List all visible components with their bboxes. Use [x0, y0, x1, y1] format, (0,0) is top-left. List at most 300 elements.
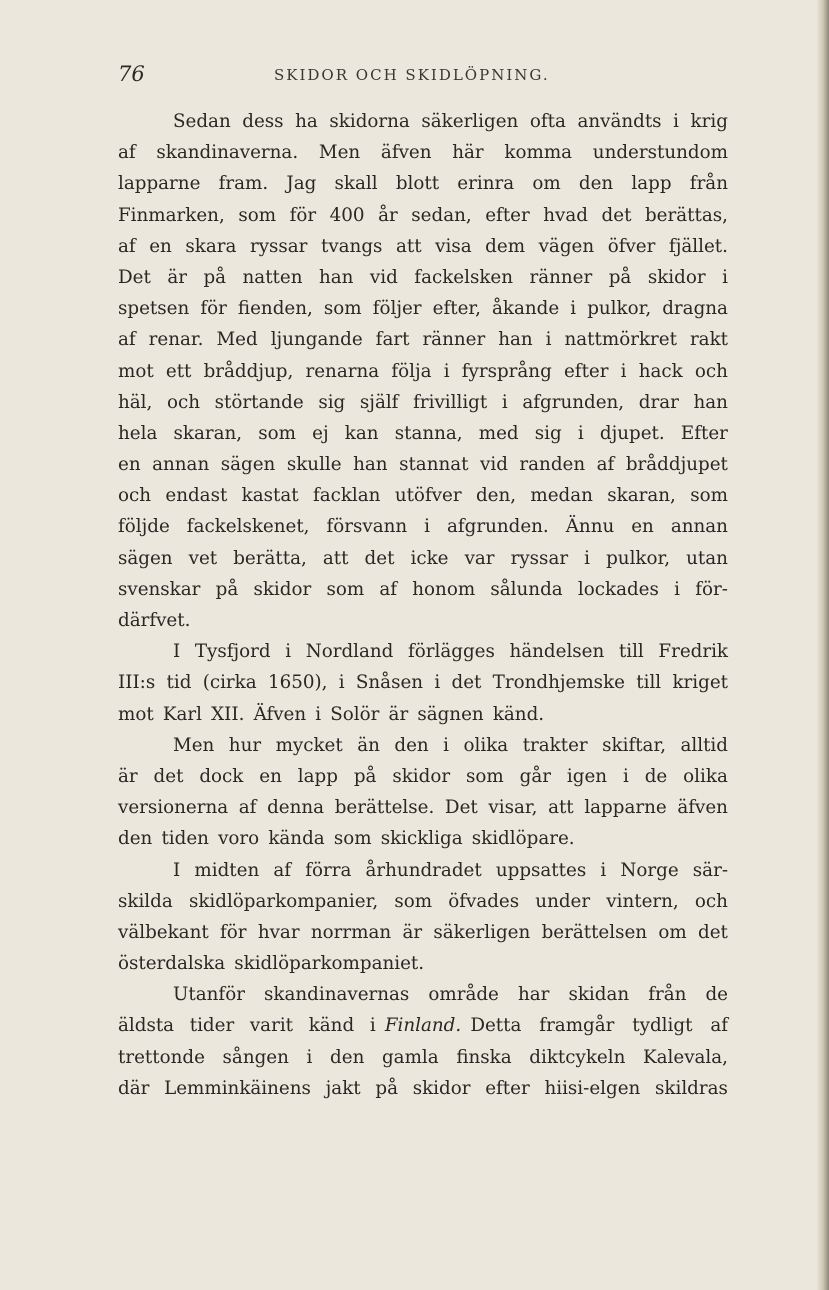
word: och: [166, 391, 201, 413]
word: han: [318, 266, 354, 288]
word: från: [648, 984, 687, 1006]
word: ryssar: [510, 547, 569, 569]
word: hvar: [257, 921, 300, 943]
word: Äfven: [253, 703, 307, 725]
word: i: [443, 360, 450, 382]
word: i: [501, 391, 508, 413]
word: midten: [194, 859, 260, 881]
word: den,: [475, 485, 517, 507]
word: visa: [435, 235, 472, 257]
word: tider: [189, 1015, 235, 1037]
word: bråddjupet: [625, 454, 728, 476]
word: som: [323, 298, 362, 320]
word: de: [705, 984, 728, 1006]
page-edge: [817, 0, 829, 1290]
word: renar.: [148, 329, 204, 351]
word: fjället.: [668, 235, 728, 257]
word: öfver: [607, 235, 656, 257]
text-line: [118, 418, 728, 449]
word: efter: [563, 360, 609, 382]
word: i: [673, 111, 679, 132]
word: själf: [359, 391, 399, 413]
text-line: [118, 200, 728, 231]
text-line: [118, 137, 728, 168]
text-line: [118, 574, 728, 605]
word: i: [620, 360, 627, 382]
word: den: [578, 173, 614, 195]
word: försvann: [326, 516, 408, 538]
word: tiden: [161, 828, 209, 850]
word: berättelse.: [334, 797, 435, 819]
word: nattmörkret: [564, 329, 677, 351]
word: dess: [242, 111, 284, 132]
word: denna: [267, 797, 325, 819]
word: skildras: [655, 1077, 728, 1099]
word: skidorna: [329, 111, 410, 132]
text-line: [118, 262, 728, 293]
word: fienden,: [237, 298, 313, 320]
word: ha: [295, 111, 318, 132]
text-line: [118, 823, 728, 854]
word: i: [545, 329, 552, 351]
word: till: [636, 672, 662, 694]
word: följer: [372, 298, 422, 320]
word: öfvades: [448, 890, 520, 912]
word: 400: [329, 204, 365, 226]
text-line: [118, 1010, 728, 1041]
word: lockades: [577, 578, 659, 600]
word: varit: [249, 1015, 294, 1037]
word: vet: [188, 547, 218, 569]
word: ränner: [422, 329, 486, 351]
word: skulle: [286, 454, 342, 476]
text-segment: [118, 1010, 376, 1041]
word: lapparne: [118, 173, 201, 195]
word: den: [394, 734, 429, 756]
word: han: [498, 329, 533, 351]
running-title: SKIDOR OCH SKIDLÖPNING.: [274, 66, 550, 84]
text-line: [118, 948, 728, 979]
word: mot: [118, 703, 154, 725]
word: skilda: [118, 890, 173, 912]
word: tid: [166, 672, 192, 694]
text-line: [118, 106, 728, 137]
word: Detta: [470, 1015, 522, 1037]
word: århundradet: [365, 859, 482, 881]
word: och: [694, 360, 728, 382]
word: sägen: [118, 547, 173, 569]
text-line: [118, 605, 728, 636]
emphasis-finland: Finland.: [384, 1015, 462, 1037]
word: vid: [480, 454, 508, 476]
word: här: [452, 142, 484, 164]
word: den: [118, 828, 153, 850]
word: i: [570, 298, 577, 320]
word: i: [584, 547, 591, 569]
text-line: [118, 667, 728, 698]
word: Utanför: [173, 984, 245, 1006]
word: händelsen: [509, 641, 605, 663]
word: lapp: [631, 173, 672, 195]
word: på: [215, 578, 239, 600]
word: framgår: [539, 1015, 615, 1037]
text-line: [118, 730, 728, 761]
word: randen: [519, 454, 586, 476]
word: skaran,: [607, 485, 676, 507]
word: Men: [318, 142, 361, 164]
word: är: [118, 765, 138, 787]
word: är: [388, 703, 409, 725]
word: norrman: [310, 921, 392, 943]
word: renarna: [305, 360, 380, 382]
word: Ännu: [565, 516, 615, 538]
word: Efter: [680, 422, 728, 444]
word: ränner: [529, 266, 593, 288]
text-line: [118, 387, 728, 418]
word: spetsen: [118, 298, 190, 320]
word: i: [674, 578, 680, 600]
word: afgrunden.: [446, 516, 549, 538]
word: den: [330, 1046, 365, 1068]
word: år: [378, 204, 398, 226]
text-line: [118, 543, 728, 574]
text-line: [118, 356, 728, 387]
word: och: [118, 485, 152, 507]
word: i: [369, 1015, 376, 1037]
word: diktcykeln: [529, 1046, 626, 1068]
word: ofta: [529, 111, 566, 132]
word: Fredrik: [658, 641, 728, 663]
word: skidor: [647, 266, 706, 288]
word: Norge: [620, 859, 679, 881]
word: af: [379, 578, 398, 600]
word: det: [601, 204, 632, 226]
word: berätta,: [233, 547, 307, 569]
word: skickliga: [380, 828, 463, 850]
word: lapparne: [584, 797, 667, 819]
word: trettonde: [118, 1046, 205, 1068]
word: medan: [530, 485, 593, 507]
word: det: [364, 547, 395, 569]
word: ej: [312, 422, 329, 444]
text-line: [118, 293, 728, 324]
word: svenskar: [118, 578, 201, 600]
word: att: [395, 235, 422, 257]
word: på: [608, 266, 632, 288]
word: häl,: [118, 391, 153, 413]
word: Med: [216, 329, 258, 351]
word: fackelskenet,: [186, 516, 310, 538]
word: vintern,: [606, 890, 679, 912]
word: säkerligen: [433, 921, 531, 943]
word: Solör: [330, 703, 380, 725]
text-line: [118, 792, 728, 823]
word: krig: [690, 111, 728, 132]
word: skidlöpare.: [471, 828, 575, 850]
word: trakter: [522, 734, 588, 756]
word: berättas,: [644, 204, 728, 226]
word: är: [167, 266, 187, 288]
word: afgrunden,: [522, 391, 625, 413]
word: Finmarken,: [118, 204, 225, 226]
word: sedan,: [411, 204, 472, 226]
word: Kalevala,: [642, 1046, 728, 1068]
word: I: [173, 859, 181, 881]
word: gamla: [381, 1046, 439, 1068]
word: i: [622, 765, 629, 787]
word: för: [220, 921, 247, 943]
word: af: [710, 1015, 728, 1037]
word: sig: [534, 422, 562, 444]
word: Men: [173, 734, 215, 756]
word: i: [306, 1046, 313, 1068]
word: äldsta: [118, 1015, 175, 1037]
word: i: [315, 703, 322, 725]
word: af: [118, 235, 136, 257]
word: i: [600, 859, 607, 881]
word: därfvet.: [118, 610, 191, 631]
word: kastat: [241, 485, 299, 507]
word: hvad: [543, 204, 588, 226]
word: facklan: [312, 485, 381, 507]
word: om: [532, 173, 561, 195]
word: lapp: [297, 765, 338, 787]
word: är: [402, 921, 423, 943]
word: i: [285, 641, 292, 663]
word: hela: [118, 422, 158, 444]
word: I: [173, 641, 181, 663]
word: sägen: [220, 454, 276, 476]
word: honom: [412, 578, 476, 600]
word: i: [338, 672, 345, 694]
word: af: [118, 329, 136, 351]
word: det: [153, 765, 184, 787]
text-line: [118, 761, 728, 792]
word: berättelsen: [541, 921, 648, 943]
word: dem: [485, 235, 526, 257]
word: igen: [566, 765, 608, 787]
word: Det: [444, 797, 478, 819]
word: Nordland: [305, 641, 394, 663]
word: följde: [118, 516, 170, 538]
text-line: [118, 886, 728, 917]
word: i: [424, 516, 430, 538]
word: i: [443, 734, 450, 756]
word: han: [693, 391, 728, 413]
word: frivilligt: [413, 391, 488, 413]
word: efter,: [432, 298, 481, 320]
word: en: [149, 235, 172, 257]
word: område: [428, 984, 499, 1006]
word: stannat: [399, 454, 469, 476]
word: där: [118, 1077, 150, 1099]
word: på: [203, 266, 227, 288]
word: störtande: [214, 391, 304, 413]
word: skiftar,: [602, 734, 666, 756]
word: skidor: [412, 1077, 471, 1099]
text-line: [118, 699, 728, 730]
word: det: [451, 672, 482, 694]
word: än: [357, 734, 380, 756]
word: blott: [395, 173, 440, 195]
word: efter: [485, 204, 530, 226]
word: det: [698, 921, 728, 943]
word: som: [238, 204, 277, 226]
word: går: [519, 765, 551, 787]
word: Sedan: [173, 111, 231, 132]
word: för: [200, 298, 227, 320]
word: som: [326, 578, 365, 600]
word: vid: [369, 266, 398, 288]
word: sålunda: [490, 578, 563, 600]
word: fart: [375, 329, 410, 351]
word: i: [577, 422, 584, 444]
word: användts: [577, 111, 662, 132]
word: 1650),: [267, 672, 328, 694]
text-line: [118, 511, 728, 542]
word: en: [118, 454, 141, 476]
word: känd.: [492, 703, 545, 725]
word: djupet.: [599, 422, 665, 444]
word: finska: [456, 1046, 512, 1068]
word: under: [535, 890, 591, 912]
word: hack: [638, 360, 683, 382]
word: annan: [670, 516, 728, 538]
text-line: [118, 480, 728, 511]
word: dragna: [662, 298, 728, 320]
word: från: [689, 173, 728, 195]
word: uppsattes: [495, 859, 587, 881]
word: som: [466, 765, 504, 787]
word: annan: [152, 454, 210, 476]
word: af: [273, 859, 292, 881]
word: understundom: [592, 142, 728, 164]
word: rakt: [689, 329, 728, 351]
word: af: [238, 797, 257, 819]
text-line: [118, 1042, 728, 1073]
word: han: [353, 454, 388, 476]
word: III:s: [118, 672, 156, 694]
word: alltid: [680, 734, 728, 756]
word: hiisi-elgen: [544, 1077, 641, 1099]
word: natten: [242, 266, 303, 288]
text-line: [118, 636, 728, 667]
text-line: [118, 1073, 728, 1104]
word: för-: [695, 578, 728, 600]
text-line: [118, 231, 728, 262]
word: skidan: [568, 984, 630, 1006]
word: sången: [222, 1046, 289, 1068]
word: mot: [118, 360, 154, 382]
word: mycket: [275, 734, 343, 756]
word: som: [258, 422, 296, 444]
word: skidlöparkompaniet.: [234, 953, 425, 975]
word: skaran,: [173, 422, 243, 444]
word: om: [658, 921, 687, 943]
word: Karl: [162, 703, 202, 725]
word: att: [322, 547, 349, 569]
word: utöfver: [394, 485, 462, 507]
text-line: [118, 324, 728, 355]
word: äfven: [677, 797, 728, 819]
word: säkerligen: [421, 111, 519, 132]
word: efter: [485, 1077, 530, 1099]
word: att: [548, 797, 574, 819]
word: sär-: [692, 859, 728, 881]
word: var: [464, 547, 495, 569]
word: åkande: [492, 298, 560, 320]
word: skidor: [392, 765, 451, 787]
word: endast: [165, 485, 228, 507]
word: följa: [391, 360, 432, 382]
word: olika: [683, 765, 728, 787]
word: skandinaverna.: [156, 142, 299, 164]
word: drar: [638, 391, 679, 413]
word: fyrsprång: [461, 360, 552, 382]
word: Snåsen: [355, 672, 424, 694]
text-line: [118, 168, 728, 199]
word: sägnen: [417, 703, 484, 725]
word: skara: [185, 235, 237, 257]
word: fram.: [218, 173, 269, 195]
word: bråddjup,: [203, 360, 294, 382]
text-line: [118, 449, 728, 480]
word: ljungande: [270, 329, 363, 351]
word: österdalska: [118, 953, 226, 975]
word: skall: [334, 173, 378, 195]
running-head: [118, 62, 728, 88]
word: i: [722, 266, 728, 288]
word: Tysfjord: [194, 641, 271, 663]
word: pulkor,: [606, 547, 671, 569]
word: som: [333, 828, 372, 850]
word: ett: [165, 360, 192, 382]
word: tydligt: [632, 1015, 693, 1037]
word: i: [434, 672, 441, 694]
word: stanna,: [394, 422, 463, 444]
word: förlägges: [408, 641, 495, 663]
word: på: [353, 765, 377, 787]
word: välbekant: [118, 921, 209, 943]
word: med: [478, 422, 519, 444]
text-segment: [470, 1010, 728, 1041]
word: en: [631, 516, 654, 538]
word: Lemminkäinens: [164, 1077, 311, 1099]
word: vägen: [538, 235, 595, 257]
word: som: [394, 890, 433, 912]
word: olika: [463, 734, 509, 756]
text-line: [118, 855, 728, 886]
word: skandinavernas: [264, 984, 410, 1006]
word: tvangs: [320, 235, 383, 257]
word: sig: [318, 391, 346, 413]
word: komma: [504, 142, 573, 164]
word: erinra: [457, 173, 515, 195]
word: på: [375, 1077, 398, 1099]
body-text: [118, 106, 728, 1104]
word: kan: [344, 422, 379, 444]
word: till: [618, 641, 644, 663]
text-line: [118, 917, 728, 948]
word: känd: [308, 1015, 355, 1037]
page-number: 76: [118, 62, 145, 86]
word: versionerna: [118, 797, 229, 819]
word: fackelsken: [414, 266, 513, 288]
word: har: [517, 984, 550, 1006]
word: de: [644, 765, 668, 787]
word: Jag: [286, 173, 317, 195]
word: jakt: [325, 1077, 361, 1099]
